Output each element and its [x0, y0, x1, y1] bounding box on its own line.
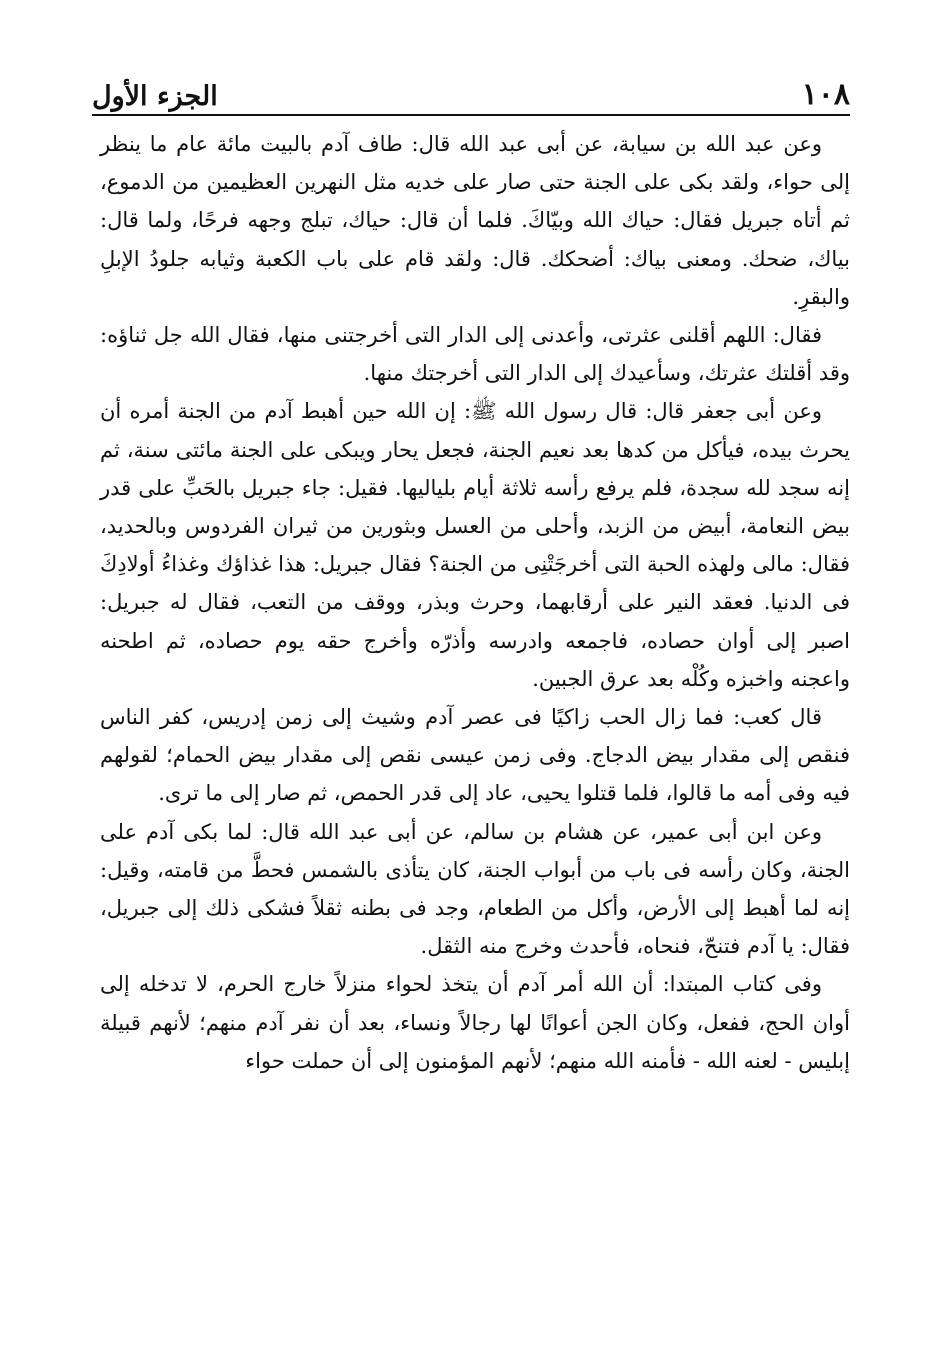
paragraph: قال كعب: فما زال الحب زاكيًا فى عصر آدم وشيث إلى زمن إدريس، كفر الناس فنقص إلى مقدار بيض الدجاج. وفى زمن عيسى نقص إلى مقدار بيض الحمام؛ لقولهم فيه وفى أمه ما قالوا، فلما قتلوا يحيى، عاد إلى قدر الحمص، ثم صار إلى ما ترى. [100, 705, 850, 806]
paragraph: وفى كتاب المبتدا: أن الله أمر آدم أن يتخذ لحواء منزلاً خارج الحرم، لا تدخله إلى أوان الحج، ففعل، وكان الجن أعوانًا لها رجالاً ونساء، بعد أن نفر آدم منهم؛ لأنهم قبيلة إبليس - لعنه الله - فأمنه الله منهم؛ لأنهم المؤمنون إلى أن حملت حواء [100, 972, 850, 1073]
page-header [92, 55, 850, 116]
paragraph: فقال: اللهم أقلنى عثرتى، وأعدنى إلى الدار التى أخرجتنى منها، فقال الله جل ثناؤه: وقد أقلتك عثرتك، وسأعيدك إلى الدار التى أخرجتك منها. [100, 323, 850, 386]
running-title: الجزء الأول [92, 81, 218, 112]
body-text [100, 125, 850, 1080]
paragraph: وعن أبى جعفر قال: قال رسول الله ﷺ: إن الله حين أهبط آدم من الجنة أمره أن يحرث بيده، فيأكل من كدها بعد نعيم الجنة، فجعل يحار ويبكى على الجنة مائتى سنة، ثم إنه سجد لله سجدة، فلم يرفع رأسه ثلاثة أيام بلياليها. فقيل: جاء جبريل بالحَبِّ على قدر بيض النعامة، أبيض من الزبد، وأحلى من العسل وبثورين من ثيران الفردوس وبالحديد، فقال: مالى ولهذه الحبة التى أخرجَتْنِى من الجنة؟ فقال جبريل: هذا غذاؤك وغذاءُ أولادِكَ فى الدنيا. فعقد النير على أرقابهما، وحرث وبذر، ووقف من التعب، فقال له جبريل: اصبر إلى أوان حصاده، فاجمعه وادرسه وأذرّه وأخرج حقه يوم حصاده، ثم اطحنه واعجنه واخبزه وكُلْه بعد عرق الجبين. [100, 399, 850, 691]
paragraph: وعن ابن أبى عمير، عن هشام بن سالم، عن أبى عبد الله قال: لما بكى آدم على الجنة، وكان رأسه فى باب من أبواب الجنة، كان يتأذى بالشمس فحطَّ من قامته، وقيل: إنه لما أهبط إلى الأرض، وأكل من الطعام، وجد فى بطنه ثقلاً فشكى ذلك إلى جبريل، فقال: يا آدم فتنحّ، فنحاه، فأحدث وخرج منه الثقل. [100, 819, 850, 959]
paragraph: وعن عبد الله بن سيابة، عن أبى عبد الله قال: طاف آدم بالبيت مائة عام ما ينظر إلى حواء، ولقد بكى على الجنة حتى صار على خديه مثل النهرين العظيمين من الدموع، ثم أتاه جبريل فقال: حياك الله وبيّاكَ. فلما أن قال: حياك، تبلج وجهه فرحًا، ولما قال: بياك، ضحك. ومعنى بياك: أضحكك. قال: ولقد قام على باب الكعبة وثيابه جلودُ الإبلِ والبقرِ. [100, 132, 850, 309]
page-number: ١٠٨ [801, 77, 850, 112]
